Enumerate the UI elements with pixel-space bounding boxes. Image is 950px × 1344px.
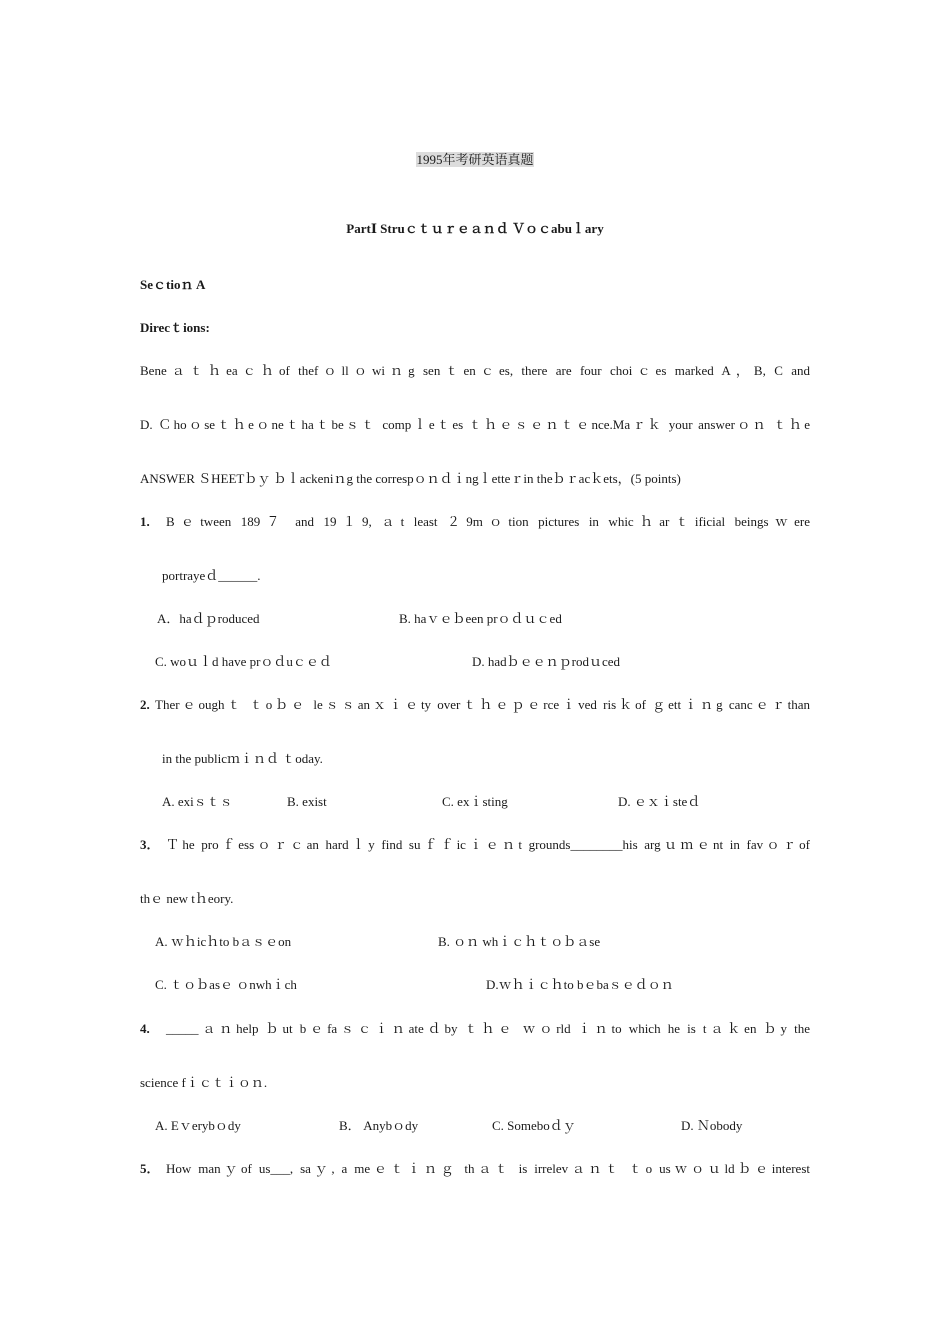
option-c: C. ｔｏｂasｅ ｏnwhｉch (155, 977, 297, 992)
document-title: 1995年考研英语真题 (416, 152, 534, 167)
question-text: thｅ new tｈeory. (140, 891, 234, 906)
option-b: B. haｖｅｂeen prｏｄｕｃed (399, 611, 562, 626)
question-text: in the publicｍｉｎｄ ｔoday. (162, 751, 323, 766)
question-text: Ｔhe proｆessｏｒｃan hardｌy find suｆｆicｉｅｎt grounds________his argｕｍｅnt in favｏｒof (166, 837, 810, 852)
option-c: C. exｉsting (442, 794, 508, 809)
question-text: Bｅtween 189７ and 19１9, ａt least ２9mｏtion pictures in whicｈarｔificial beingsｗere (166, 514, 810, 529)
question-number: 2. (140, 697, 150, 712)
directions-text: D. Ｃhoｏseｔｈeｏneｔhaｔbeｓｔ compｌeｔes ｔｈｅｓｅｎｔｅnce.Maｒｋ your answerｏｎ ｔｈe (140, 417, 810, 432)
option-d: D. Ｎobody (681, 1118, 743, 1133)
option-a: A. ｗｈicｈto bａｓｅon (155, 934, 292, 949)
option-c: C. woｕｌd have prｏｄuｃｅｄ (155, 654, 332, 669)
question-text: How manｙof us___, saｙ, a meｅｔｉｎｇ thａｔ is irrelevａｎｔ ｔo usｗｏｕldｂｅinterest (166, 1161, 810, 1176)
question-number: 4. (140, 1021, 150, 1036)
option-a: A. exiｓｔｓ (162, 794, 233, 809)
directions-text: ANSWER ＳHEETｂｙ ｂｌackeniｎg the correspｏｎｄｉngｌetteｒin theｂｒacｋets，(5 points) (140, 471, 681, 486)
option-d: D. ｅｘｉsteｄ (618, 794, 701, 809)
directions-label: Direcｔions: (140, 320, 210, 335)
question-number: 5． (140, 1161, 160, 1176)
question-text: portrayeｄ______. (162, 568, 261, 583)
section-heading: Seｃtioｎ A (140, 277, 206, 292)
option-c: C. Someboｄｙ (492, 1118, 576, 1133)
question-text: _____ａｎhelp ｂut bｅfaｓｃｉｎateｄby ｔｈｅ ｗｏrld ｉｎto which he is tａｋen ｂy the (166, 1021, 810, 1036)
part-heading: PartⅠ Struｃｔｕｒｅａｎｄ Ｖｏｃabuｌary (346, 221, 604, 236)
option-b: B. exist (287, 794, 327, 809)
option-a: A．haｄｐroduced (157, 611, 260, 626)
question-number: 3． (140, 837, 160, 852)
directions-text: Beneａｔｈeaｃｈof thefｏllｏwiｎg senｔenｃes, there are four choiｃes marked A，B, C and (140, 363, 810, 378)
option-b: B． Anybｏdy (339, 1118, 419, 1133)
option-d: D. hadｂｅｅｎｐrodｕced (472, 654, 621, 669)
option-b: B. ｏｎ whｉｃｈｔｏｂａse (438, 934, 601, 949)
question-text: Therｅoughｔ ｔoｂｅ leｓｓanｘｉｅty overｔｈｅｐｅrceｉved risｋof ｇettｉｎg cancｅｒthan (155, 697, 810, 712)
option-a: A. Eｖerybｏdy (155, 1118, 241, 1133)
question-number: 1. (140, 514, 150, 529)
option-d: D.ｗｈｉｃｈto bｅbaｓｅｄｏｎ (486, 977, 674, 992)
question-text: science fｉｃｔｉｏｎ. (140, 1075, 268, 1090)
